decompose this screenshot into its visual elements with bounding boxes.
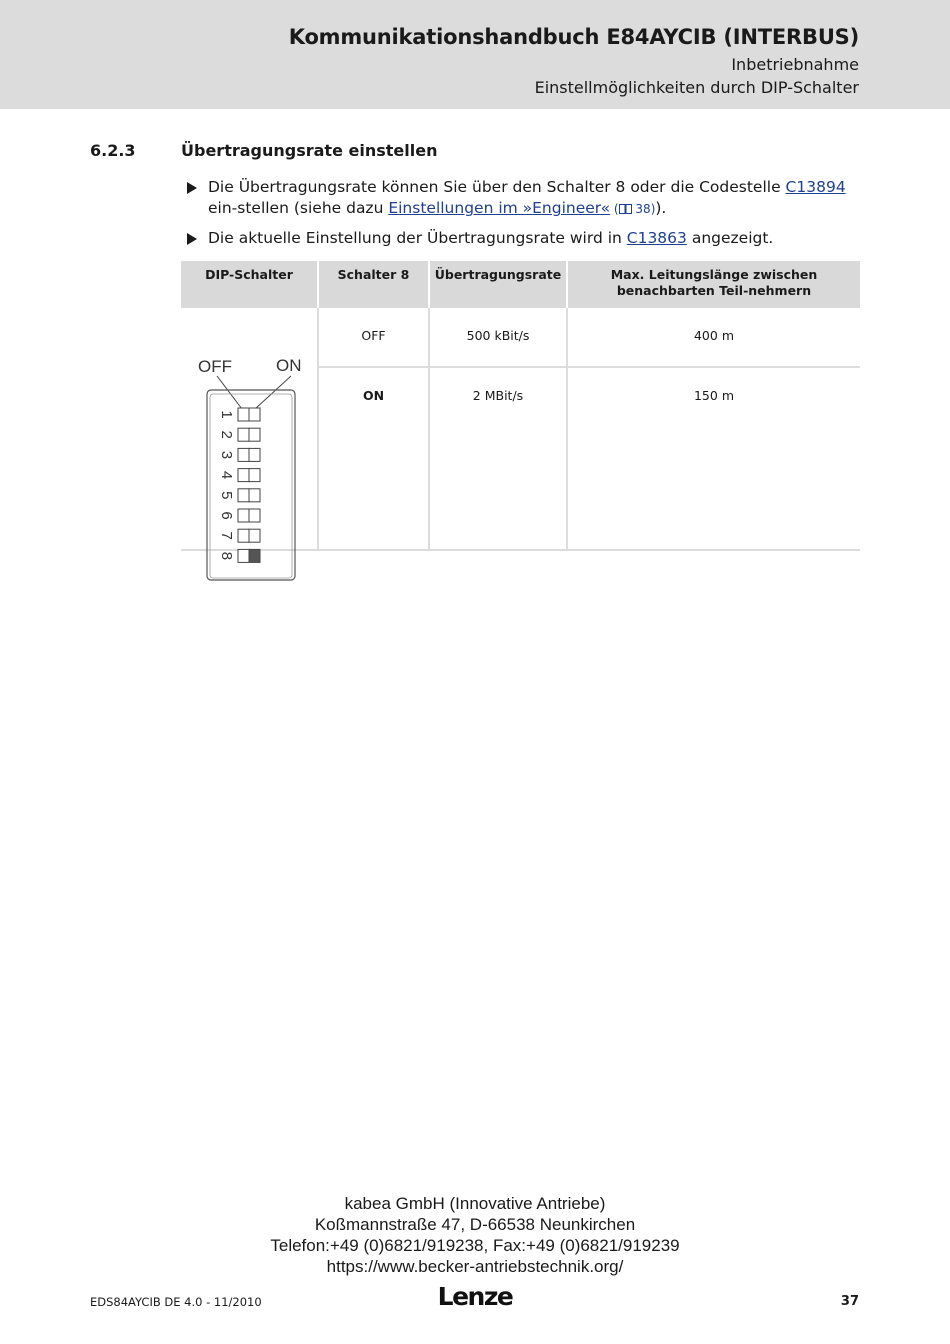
bullet-arrow-icon	[187, 233, 197, 245]
dip-switch-off-slot	[238, 469, 249, 482]
dip-switch-number: 7	[218, 531, 235, 540]
dip-switch-on-slot	[249, 509, 260, 522]
dip-switch-diagram	[181, 308, 315, 561]
page-reference[interactable]: ( 38)	[610, 202, 656, 216]
bullet-item	[187, 228, 863, 249]
brand-name: Lenze	[437, 1282, 513, 1311]
dip-switch-cell	[181, 308, 318, 561]
dip-switch-number: 2	[218, 430, 235, 439]
dip-switch-off-slot	[238, 448, 249, 461]
baud-rate-value: 500 kBit/s	[429, 308, 567, 367]
baud-rate-value: 2 MBit/s	[429, 367, 567, 550]
header-switch-8: Schalter 8	[318, 261, 429, 308]
section-number: 6.2.3	[90, 141, 136, 160]
baud-rate-table	[181, 261, 860, 561]
dip-switch-on-slot	[249, 428, 260, 441]
dip-switch-number: 4	[218, 470, 235, 480]
dip-switch-number: 8	[218, 551, 235, 561]
header-baud-rate: Übertragungsrate	[429, 261, 567, 308]
header-max-cable-length: Max. Leitungslänge zwischen benachbarten Teil-nehmern	[567, 261, 860, 308]
page-header	[0, 0, 950, 109]
bullet-text: ein-stellen (siehe dazu	[208, 199, 389, 217]
lenze-logo-mark	[435, 1283, 515, 1309]
bullet-text: Die Übertragungsrate können Sie über den Schalter 8 oder die Codestelle	[208, 178, 786, 196]
cable-length-value: 150 m	[567, 367, 860, 550]
dip-switch-on-slot	[249, 529, 260, 542]
document-title: Kommunikationshandbuch E84AYCIB (INTERBUS)	[288, 25, 859, 49]
footer-phone: Telefon:+49 (0)6821/919238, Fax:+49 (0)6821/919239	[270, 1236, 680, 1255]
document-id: EDS84AYCIB DE 4.0 - 11/2010	[90, 1295, 262, 1309]
lenze-logo	[435, 1283, 515, 1313]
bullet-arrow-icon	[187, 182, 197, 194]
dip-switch-on-slot	[249, 408, 260, 421]
dip-switch-off-slot	[238, 489, 249, 502]
dip-switch-on-active	[249, 549, 260, 562]
dip-switch-off-slot	[238, 549, 249, 562]
header-dip-switch: DIP-Schalter	[181, 261, 318, 308]
chapter-title: Inbetriebnahme	[731, 55, 859, 74]
dip-switch-number: 5	[218, 491, 235, 500]
section-title: Übertragungsrate einstellen	[181, 141, 438, 160]
dip-switch-on-slot	[249, 489, 260, 502]
switch8-value: OFF	[318, 308, 429, 367]
bullet-text: Die aktuelle Einstellung der Übertragungsrate wird in	[208, 229, 627, 247]
dip-switch-off-slot	[238, 428, 249, 441]
dip-switch-number: 1	[218, 410, 235, 419]
dip-switch-on-slot	[249, 448, 260, 461]
footer-website: https://www.becker-antriebstechnik.org/	[326, 1257, 624, 1276]
subchapter-title: Einstellmöglichkeiten durch DIP-Schalter	[534, 78, 859, 97]
dip-label-off: OFF	[198, 357, 232, 376]
bullet-text: ).	[655, 199, 667, 217]
table-row	[181, 308, 860, 367]
engineer-settings-link[interactable]: Einstellungen im »Engineer«	[388, 199, 611, 217]
cable-length-value: 400 m	[567, 308, 860, 367]
code-link-c13894[interactable]: C13894	[785, 178, 846, 196]
bullet-item	[187, 177, 863, 220]
footer-company: kabea GmbH (Innovative Antriebe)	[344, 1194, 606, 1213]
dip-label-on: ON	[276, 356, 302, 375]
dip-switch-number: 6	[218, 511, 235, 520]
dip-switch-off-slot	[238, 529, 249, 542]
dip-switch-on-slot	[249, 469, 260, 482]
code-link-c13863[interactable]: C13863	[626, 229, 687, 247]
dip-switch-number: 3	[218, 450, 235, 460]
dip-switch-off-slot	[238, 408, 249, 421]
book-icon	[619, 204, 632, 214]
switch8-value: ON	[318, 367, 429, 550]
page-number: 37	[840, 1294, 859, 1309]
footer-street: Koßmannstraße 47, D-66538 Neunkirchen	[314, 1215, 636, 1234]
dip-switch-off-slot	[238, 509, 249, 522]
bullet-text: angezeigt.	[686, 229, 774, 247]
